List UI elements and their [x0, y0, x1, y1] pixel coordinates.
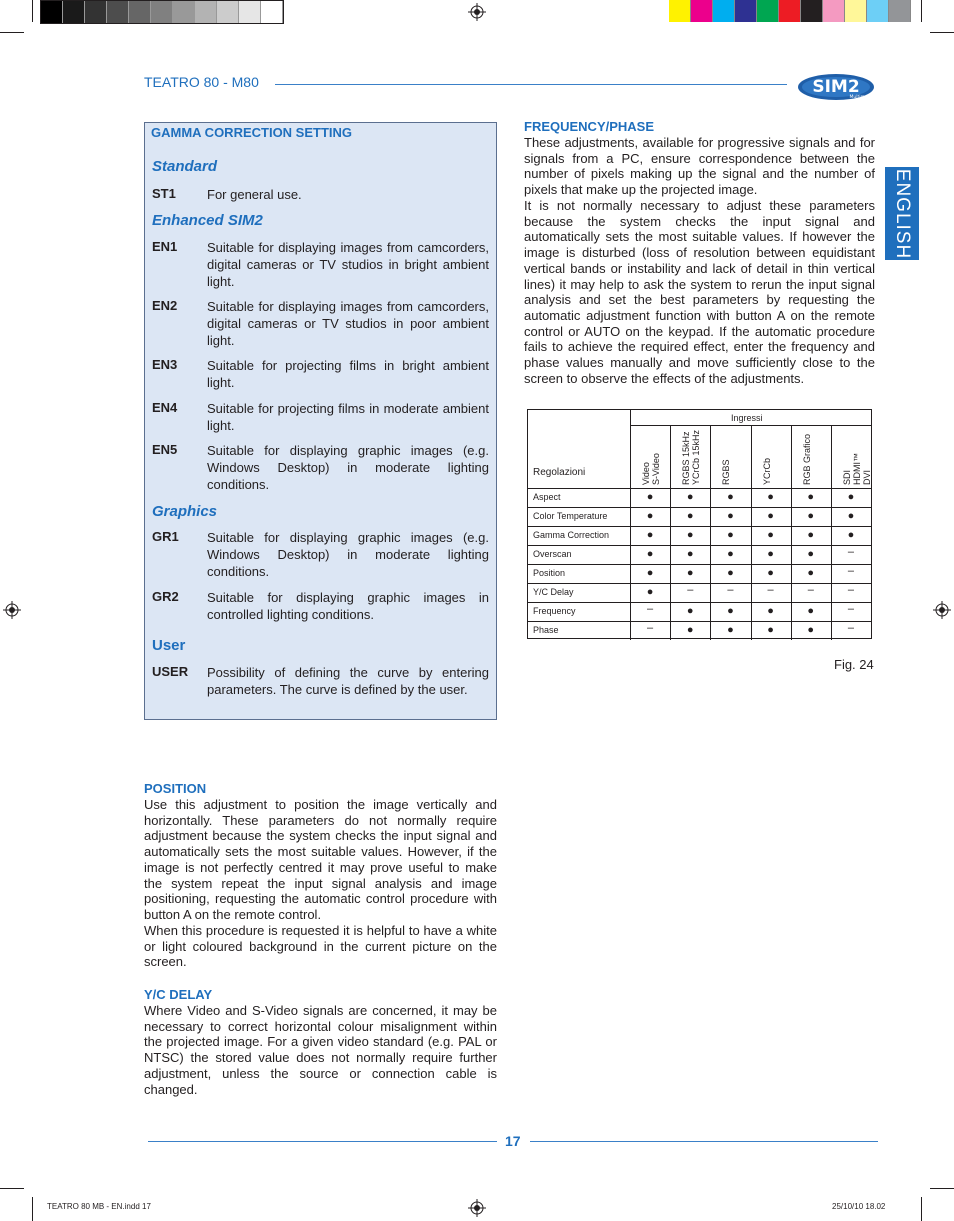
table-dot-mark: ●	[807, 510, 815, 522]
table-dot-mark: ●	[727, 605, 734, 617]
table-dot-mark: ●	[646, 491, 654, 503]
table-dot-mark: ●	[646, 567, 654, 579]
table-row-label: Frequency	[533, 606, 576, 616]
table-row-label: Color Temperature	[533, 511, 608, 521]
footer-rule	[530, 1141, 878, 1142]
gray-calibration-strip	[40, 0, 284, 24]
gamma-code: GR2	[152, 589, 179, 604]
table-dot-mark: ●	[686, 548, 694, 560]
table-dot-mark: ●	[646, 586, 654, 598]
table-column-label: RGB Grafico	[801, 433, 812, 485]
position-paragraph: Use this adjustment to position the image vertically and horizontally. These parameters do not normally require adjustment because the system checks the input signal and automatically sets the most suitable values. However, if the image is not perfectly centred it may prove useful to make the system repeat the input signal analysis and image positioning, requesting the automatic control procedure with button A on the remote control.	[144, 797, 497, 922]
table-column-label: YCrCb 15kHz	[691, 429, 702, 485]
table-column-label: RGBS	[721, 459, 732, 485]
table-dot-mark: ●	[686, 510, 694, 522]
running-header-title: TEATRO 80 - M80	[144, 74, 259, 90]
table-dot-mark: ●	[847, 529, 855, 541]
table-row-label: Gamma Correction	[533, 530, 610, 540]
table-dot-mark: ●	[686, 624, 694, 636]
table-rule	[831, 425, 832, 640]
gamma-code: EN1	[152, 239, 178, 254]
table-dot-mark: ●	[727, 510, 734, 522]
table-dot-mark: ●	[807, 548, 815, 560]
table-rule	[528, 488, 871, 489]
table-rule	[528, 564, 871, 565]
table-column-label: HDMI™	[851, 453, 862, 485]
table-row-label: Aspect	[533, 492, 561, 502]
svg-text:SIM2: SIM2	[812, 77, 860, 97]
table-dash-mark: –	[847, 565, 854, 577]
registration-mark-icon	[468, 1199, 486, 1217]
frequency-paragraph: These adjustments, available for progressive signals and for signals from a PC, ensure correspondence between the number of pixels making up the signal and the number of pixels that make up the projected image.	[524, 135, 875, 198]
gamma-code: EN5	[152, 442, 178, 457]
gray-swatch	[151, 1, 173, 23]
table-row-label: Y/C Delay	[533, 587, 574, 597]
table-rule	[528, 621, 871, 622]
gamma-code: EN4	[152, 400, 178, 415]
table-rule	[528, 507, 871, 508]
enhanced-heading: Enhanced SIM2	[152, 212, 263, 229]
gamma-title: GAMMA CORRECTION SETTING	[151, 125, 353, 140]
print-slug-left: TEATRO 80 MB - EN.indd 17	[47, 1202, 151, 1211]
gray-swatch	[107, 1, 129, 23]
gray-swatch	[217, 1, 239, 23]
table-column-label: S-Video	[651, 453, 661, 485]
gamma-desc: Suitable for projecting films in moderate ambient light.	[207, 401, 489, 433]
page-number: 17	[505, 1133, 521, 1149]
color-swatch	[801, 0, 823, 22]
gamma-desc: Possibility of defining the curve by entering parameters. The curve is defined by the user.	[207, 665, 489, 697]
table-dot-mark: ●	[767, 624, 774, 636]
table-dot-mark: ●	[727, 624, 734, 636]
crop-mark	[0, 1188, 24, 1189]
table-dot-mark: ●	[767, 605, 774, 617]
table-row-header: Regolazioni	[533, 467, 586, 478]
table-dot-mark: ●	[646, 529, 654, 541]
graphics-heading: Graphics	[152, 503, 218, 520]
gamma-code: EN2	[152, 298, 178, 313]
table-rule	[528, 583, 871, 584]
table-dot-mark: ●	[686, 491, 694, 503]
gamma-code: USER	[152, 664, 189, 679]
registration-mark-icon	[3, 601, 21, 619]
color-swatch	[867, 0, 889, 22]
gray-swatch	[129, 1, 151, 23]
color-swatch	[823, 0, 845, 22]
table-rule	[528, 602, 871, 603]
gray-swatch	[85, 1, 107, 23]
figure-caption: Fig. 24	[834, 657, 874, 672]
frequency-phase-heading: FREQUENCY/PHASE	[524, 119, 655, 134]
table-dash-mark: –	[847, 622, 854, 634]
table-dash-mark: –	[767, 584, 774, 596]
table-dot-mark: ●	[767, 510, 774, 522]
registration-mark-icon	[468, 3, 486, 21]
crop-mark	[32, 1197, 33, 1221]
table-dash-mark: –	[807, 584, 814, 596]
table-row-label: Position	[533, 568, 566, 578]
table-dash-mark: –	[847, 584, 854, 596]
table-dot-mark: ●	[727, 491, 734, 503]
gamma-desc: Suitable for displaying images from camcorders, digital cameras or TV studios in bright ambient light.	[207, 240, 489, 289]
gamma-desc: For general use.	[207, 187, 302, 202]
position-heading: POSITION	[144, 781, 207, 796]
table-dot-mark: ●	[847, 491, 855, 503]
table-dash-mark: –	[727, 584, 734, 596]
table-dot-mark: ●	[646, 548, 654, 560]
table-dot-mark: ●	[807, 567, 815, 579]
color-swatch	[713, 0, 735, 22]
table-dot-mark: ●	[686, 605, 694, 617]
gamma-desc: Suitable for displaying graphic images in controlled lighting conditions.	[207, 590, 489, 622]
table-column-label: YCrCb	[761, 457, 772, 485]
table-dash-mark: –	[847, 603, 854, 615]
table-rule	[528, 526, 871, 527]
yc-delay-paragraph: Where Video and S-Video signals are concerned, it may be necessary to correct horizontal colour misalignment within the projected image. For a given video standard (e.g. PAL or NTSC) the stored value does not normally require further adjustment, unless the source or connection cable is changed.	[144, 1003, 497, 1097]
gamma-desc: Suitable for displaying graphic images (e.g. Windows Desktop) in moderate lighting conditions.	[207, 443, 489, 492]
table-dot-mark: ●	[727, 548, 734, 560]
table-dot-mark: ●	[767, 567, 774, 579]
user-heading: User	[152, 637, 186, 654]
table-dot-mark: ●	[767, 529, 774, 541]
table-dot-mark: ●	[807, 529, 815, 541]
registration-mark-icon	[933, 601, 951, 619]
table-row-label: Phase	[533, 625, 559, 635]
crop-mark	[32, 0, 33, 22]
crop-mark	[921, 0, 922, 22]
language-tab-label: ENGLISH	[892, 168, 914, 259]
gray-swatch	[195, 1, 217, 23]
crop-mark	[930, 1188, 954, 1189]
standard-heading: Standard	[152, 158, 218, 175]
table-dot-mark: ●	[807, 624, 815, 636]
table-rule	[630, 410, 631, 640]
footer-rule	[148, 1141, 497, 1142]
table-dot-mark: ●	[727, 567, 734, 579]
gray-swatch	[239, 1, 261, 23]
sim2-logo-icon	[796, 68, 876, 102]
gamma-code: EN3	[152, 357, 178, 372]
color-swatch	[757, 0, 779, 22]
position-paragraph: When this procedure is requested it is helpful to have a white or light coloured background in the current picture on the screen.	[144, 923, 497, 970]
table-dot-mark: ●	[727, 529, 734, 541]
gamma-desc: Suitable for projecting films in bright ambient light.	[207, 358, 489, 390]
color-swatch	[779, 0, 801, 22]
color-swatch	[669, 0, 691, 22]
color-swatch	[691, 0, 713, 22]
table-rule	[751, 425, 752, 640]
table-dot-mark: ●	[807, 491, 815, 503]
print-slug-right: 25/10/10 18.02	[832, 1202, 886, 1211]
table-dot-mark: ●	[767, 491, 774, 503]
crop-mark	[930, 32, 954, 33]
yc-delay-heading: Y/C DELAY	[144, 987, 213, 1002]
frequency-paragraph: It is not normally necessary to adjust these parameters because the system checks the input signal and automatically sets the most suitable values. If however the image is disturbed (loss of resolution between equidistant vertical bands or instability and lack of detail in thin vertical lines) it may help to ask the system to rerun the input signal analysis and set the best parameters by requesting the automatic adjustment function with button A on the remote control or AUTO on the keypad. If the automatic procedure fails to achieve the required effect, enter the frequency and phase values manually and move sufficiently close to the screen to observe the effects of the adjustments.	[524, 198, 875, 386]
gamma-code: ST1	[152, 186, 176, 201]
color-swatch	[845, 0, 867, 22]
table-row-label: Overscan	[533, 549, 572, 559]
gamma-desc: Suitable for displaying graphic images (e.g. Windows Desktop) in moderate lighting conditions.	[207, 530, 489, 579]
table-dot-mark: ●	[807, 605, 815, 617]
table-rule	[528, 545, 871, 546]
table-dot-mark: ●	[686, 567, 694, 579]
adjustments-table	[527, 409, 872, 639]
gamma-desc: Suitable for displaying images from camcorders, digital cameras or TV studios in poor ambient light.	[207, 299, 489, 348]
table-dash-mark: –	[647, 603, 654, 615]
crop-mark	[0, 32, 24, 33]
table-dot-mark: ●	[847, 510, 855, 522]
table-column-label: SDI	[841, 469, 852, 485]
table-column-label: RGBS 15kHz	[681, 431, 692, 485]
svg-text:Multimedia: Multimedia	[849, 95, 875, 100]
gamma-code: GR1	[152, 529, 179, 544]
gray-swatch	[41, 1, 63, 23]
crop-mark	[921, 1197, 922, 1221]
table-column-label: DVI	[861, 469, 872, 485]
table-group-header: Ingressi	[731, 413, 763, 423]
color-swatch	[735, 0, 757, 22]
color-calibration-strip	[669, 0, 911, 22]
gray-swatch	[63, 1, 85, 23]
language-tab	[885, 167, 919, 260]
table-dot-mark: ●	[686, 529, 694, 541]
gray-swatch	[261, 1, 283, 23]
table-rule	[710, 425, 711, 640]
table-column-label: Video	[641, 462, 651, 485]
gray-swatch	[173, 1, 195, 23]
table-dot-mark: ●	[767, 548, 774, 560]
table-dot-mark: ●	[646, 510, 654, 522]
header-rule	[275, 84, 787, 85]
table-rule	[670, 425, 671, 640]
table-rule	[791, 425, 792, 640]
table-dash-mark: –	[847, 546, 854, 558]
color-swatch	[889, 0, 911, 22]
table-dash-mark: –	[687, 584, 694, 596]
table-dash-mark: –	[647, 622, 654, 634]
